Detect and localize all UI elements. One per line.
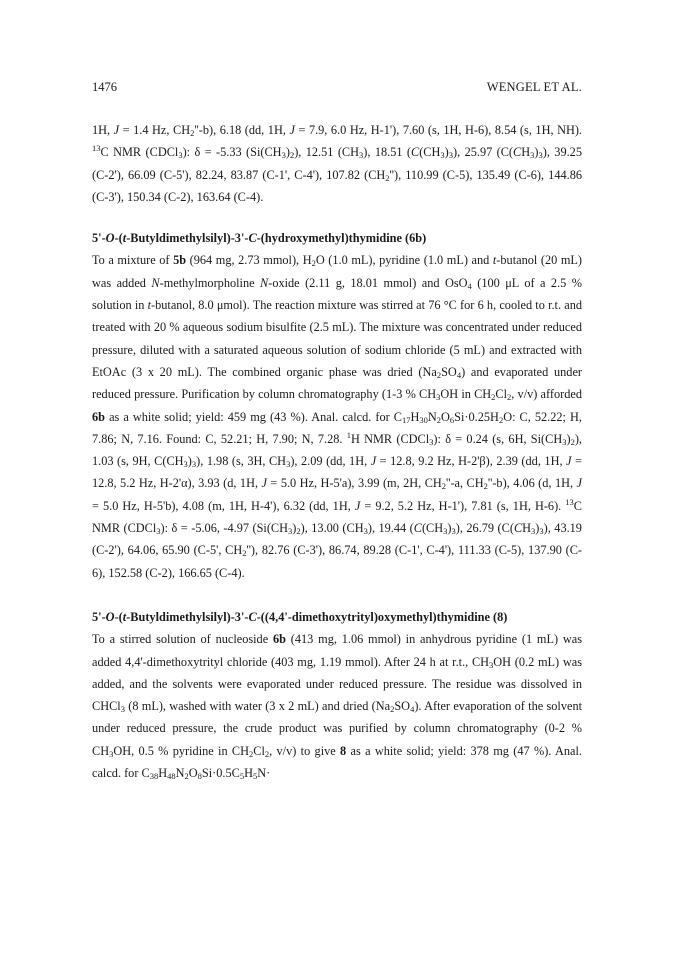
- page-number: 1476: [92, 80, 117, 94]
- paragraph-nmr-continuation: 1H, J = 1.4 Hz, $CH_2''-b$), 6.18 (dd, 1H, J = 7.9, 6.0 Hz, H-1'), 7.60 (s, 1H, H-6), 8.54 (s, 1H, NH). $^{13}$C NMR (CDCl$_3$): δ = -5.33 $(Si(CH_3)_2)$, 12.51 $(CH_3)$, 18.51 $(C(CH_3)_3)$, 25.97 $(C(CH_3)_3)$, 39.25 (C-2'), 66.09 (C-5'), 82.24, 83.87 (C-1', C-4'), 107.82 $(CH_2'')$, 110.99 (C-5), 135.49 (C-6), 144.86 (C-3'), 150.34 (C-2), 163.64 (C-4).: [92, 123, 583, 204]
- article-body: [92, 119, 582, 784]
- heading-compound-6b: 5'-O-(t-Butyldimethylsilyl)-3'-C-(hydroxymethyl)thymidine (6b): [92, 231, 427, 246]
- paragraph-synthesis-6b: To a mixture of 5b (964 mg, 2.73 mmol), $H_2O$ (1.0 mL), pyridine (1.0 mL) and t-butanol (20 mL) was added N-methylmorpholine N-oxide (2.11 g, 18.01 mmol) and OsO$_4$ (100 μL of a 2.5 % solution in t-butanol, 8.0 μmol). The reaction mixture was stirred at 76 °C for 6 h, cooled to r.t. and treated with 20 % aqueous sodium bisulfite (2.5 mL). The mixture was concentrated under reduced pressure, diluted with a saturated aqueous solution of sodium chloride (5 mL) and extracted with EtOAc (3 x 20 mL). The combined organic phase was dried $(Na_2SO_4)$ and evaporated under reduced pressure. Purification by column chromatography (1-3 % $CH_3OH$ in $CH_2Cl_2$, v/v) afforded 6b as a white solid; yield: 459 mg (43 %). Anal. calcd. for $C_{17}H_{30}N_2O_6Si\cdot 0.25H_2O$: C, 52.22; H, 7.86; N, 7.16. Found: C, 52.21; H, 7.90; N, 7.28. $^1$H NMR (CDCl$_3$): δ = 0.24 (s, 6H, $Si(CH_3)_2$), 1.03 (s, 9H, $C(CH_3)_3$), 1.98 (s, 3H, $CH_3$), 2.09 (dd, 1H, J = 12.8, 9.2 Hz, H-2'β), 2.39 (dd, 1H, J = 12.8, 5.2 Hz, H-2'α), 3.93 (d, 1H, J = 5.0 Hz, H-5'a), 3.99 (m, 2H, $CH_2''-a$, $CH_2''-b$), 4.06 (d, 1H, J = 5.0 Hz, H-5'b), 4.08 (m, 1H, H-4'), 6.32 (dd, 1H, J = 9.2, 5.2 Hz, H-1'), 7.81 (s, 1H, H-6). $^{13}$C NMR (CDCl$_3$): δ = -5.06, -4.97 $(Si(CH_3)_2)$, 13.00 $(CH_3)$, 19.44 $(C(CH_3)_3)$, 26.79 $(C(CH_3)_3)$, 43.19 (C-2'), 64.06, 65.90 (C-5', $CH_2''$), 82.76 (C-3'), 86.74, 89.28 (C-1', C-4'), 111.33 (C-5), 137.90 (C-6), 152.58 (C-2), 166.65 (C-4).: [92, 253, 583, 580]
- heading-compound-8: 5'-O-(t-Butyldimethylsilyl)-3'-C-((4,4'-dimethoxytrityl)oxymethyl)thymidine (8): [92, 609, 508, 624]
- paragraph-synthesis-8: To a stirred solution of nucleoside 6b (413 mg, 1.06 mmol) in anhydrous pyridine (1 mL) was added 4,4'-dimethoxytrityl chloride (403 mg, 1.19 mmol). After 24 h at r.t., $CH_3OH$ (0.2 mL) was added, and the solvents were evaporated under reduced pressure. The residue was dissolved in CHCl$_3$ (8 mL), washed with water (3 x 2 mL) and dried $(Na_2SO_4)$. After evaporation of the solvent under reduced pressure, the crude product was purified by column chromatography (0-2 % $CH_3OH$, 0.5 % pyridine in $CH_2Cl_2$, v/v) to give 8 as a white solid; yield: 378 mg (47 %). Anal. calcd. for $C_{38}H_{48}N_2O_8Si\cdot 0.5C_5H_5N\cdot$: [92, 632, 583, 782]
- running-head: [92, 80, 582, 98]
- running-head-authors: WENGEL ET AL.: [486, 80, 582, 94]
